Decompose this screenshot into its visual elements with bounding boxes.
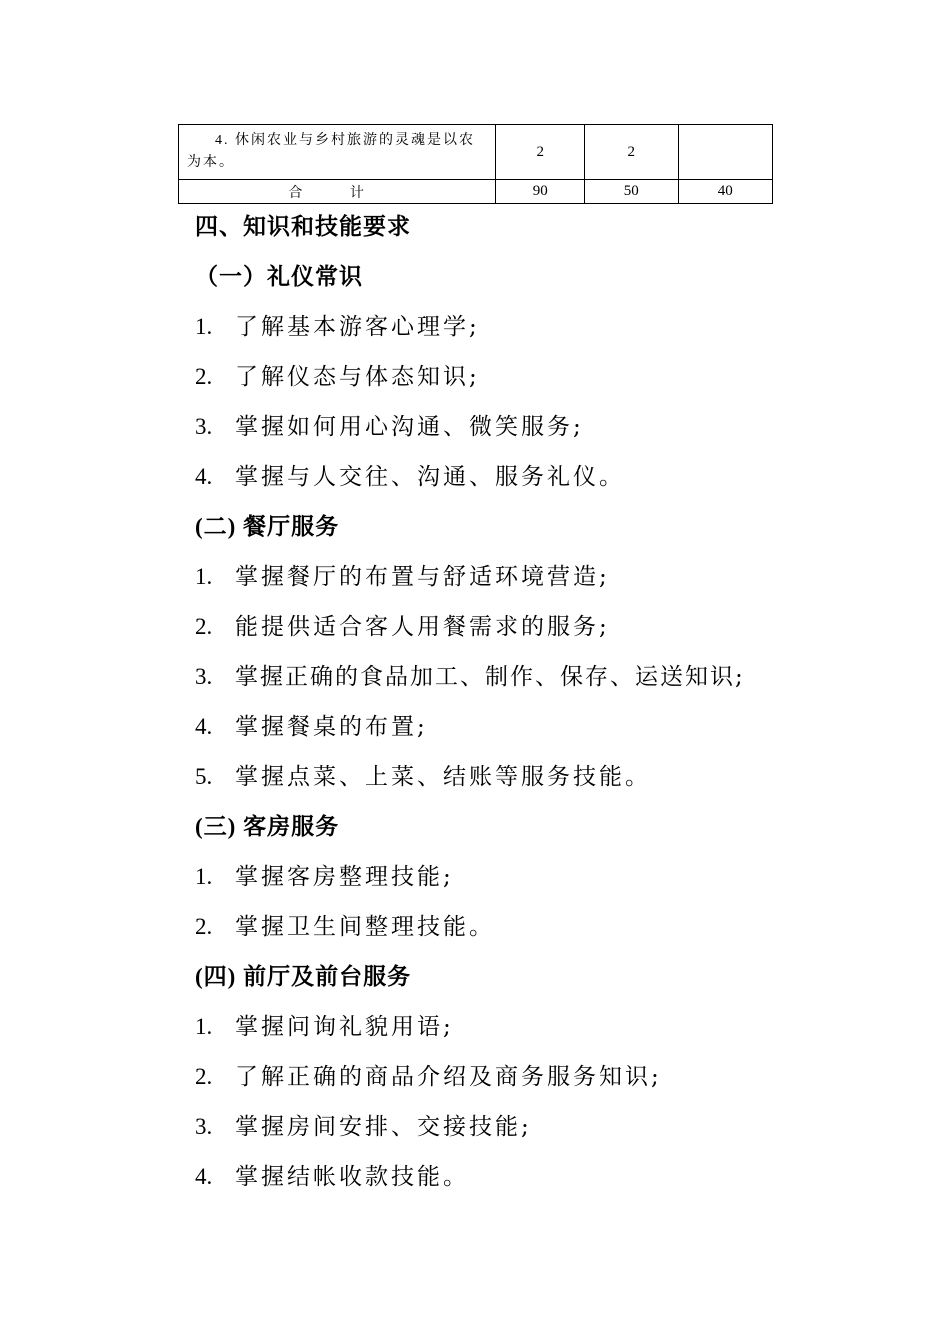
list-item-number: 4. — [195, 464, 213, 489]
list-item-text: 掌握正确的食品加工、制作、保存、运送知识; — [235, 664, 745, 690]
list-item-number: 2. — [195, 1064, 213, 1089]
total-sum-cell: 90 — [496, 180, 585, 204]
list-item-text: 了解仪态与体态知识; — [235, 364, 480, 390]
list-item — [195, 752, 815, 802]
list-item — [195, 702, 815, 752]
list-item-text: 掌握如何用心沟通、微笑服务; — [235, 414, 584, 440]
list-item-text: 掌握客房整理技能; — [235, 864, 454, 890]
list-item — [195, 1102, 815, 1152]
section-heading-housekeeping: (三) 客房服务 — [195, 814, 340, 839]
list-item-number: 1. — [195, 314, 213, 339]
course-hours-table — [178, 124, 773, 204]
list-item-text: 掌握与人交往、沟通、服务礼仪。 — [235, 464, 625, 490]
list-item-text: 能提供适合客人用餐需求的服务; — [235, 614, 610, 640]
list-item-number: 2. — [195, 364, 213, 389]
practice-hours-cell — [678, 125, 772, 180]
list-item — [195, 1152, 815, 1202]
main-heading: 四、知识和技能要求 — [195, 214, 411, 240]
list-item-number: 3. — [195, 664, 213, 689]
list-item-number: 1. — [195, 564, 213, 589]
section-heading-restaurant: (二) 餐厅服务 — [195, 514, 340, 539]
table-total-row — [179, 180, 773, 204]
list-item — [195, 1002, 815, 1052]
list-item-text: 掌握点菜、上菜、结账等服务技能。 — [235, 764, 651, 790]
total-label-cell: 合 计 — [179, 180, 496, 204]
list-item-text: 掌握房间安排、交接技能; — [235, 1114, 532, 1140]
list-item-number: 5. — [195, 764, 213, 789]
list-item-text: 掌握餐桌的布置; — [235, 714, 428, 740]
list-item — [195, 852, 815, 902]
course-item-text: 休闲农业与乡村旅游的灵魂是以农为本。 — [187, 133, 475, 170]
list-item-text: 掌握问询礼貌用语; — [235, 1014, 454, 1040]
list-item — [195, 1052, 815, 1102]
section-heading-front-desk: (四) 前厅及前台服务 — [195, 964, 412, 989]
list-item-text: 掌握结帐收款技能。 — [235, 1164, 469, 1190]
list-item-number: 1. — [195, 1014, 213, 1039]
list-item-number: 2. — [195, 614, 213, 639]
list-item-text: 了解正确的商品介绍及商务服务知识; — [235, 1064, 662, 1090]
course-item-cell — [179, 125, 496, 180]
practice-sum-cell: 40 — [678, 180, 772, 204]
course-item-index: 4. — [215, 133, 230, 148]
list-item — [195, 602, 815, 652]
theory-hours-cell: 2 — [585, 125, 679, 180]
list-item — [195, 402, 815, 452]
list-item-text: 掌握卫生间整理技能。 — [235, 914, 495, 940]
list-item-number: 4. — [195, 1164, 213, 1189]
list-item-text: 掌握餐厅的布置与舒适环境营造; — [235, 564, 610, 590]
list-item-number: 4. — [195, 714, 213, 739]
list-item — [195, 302, 815, 352]
list-item-text: 了解基本游客心理学; — [235, 314, 480, 340]
document-body — [195, 202, 815, 1202]
list-item — [195, 652, 815, 702]
list-item-number: 3. — [195, 414, 213, 439]
list-item-number: 3. — [195, 1114, 213, 1139]
list-item — [195, 902, 815, 952]
list-item-number: 2. — [195, 914, 213, 939]
theory-sum-cell: 50 — [585, 180, 679, 204]
section-heading-etiquette: （一）礼仪常识 — [195, 264, 363, 290]
total-hours-cell: 2 — [496, 125, 585, 180]
table-row — [179, 125, 773, 180]
list-item — [195, 452, 815, 502]
list-item — [195, 352, 815, 402]
list-item-number: 1. — [195, 864, 213, 889]
list-item — [195, 552, 815, 602]
